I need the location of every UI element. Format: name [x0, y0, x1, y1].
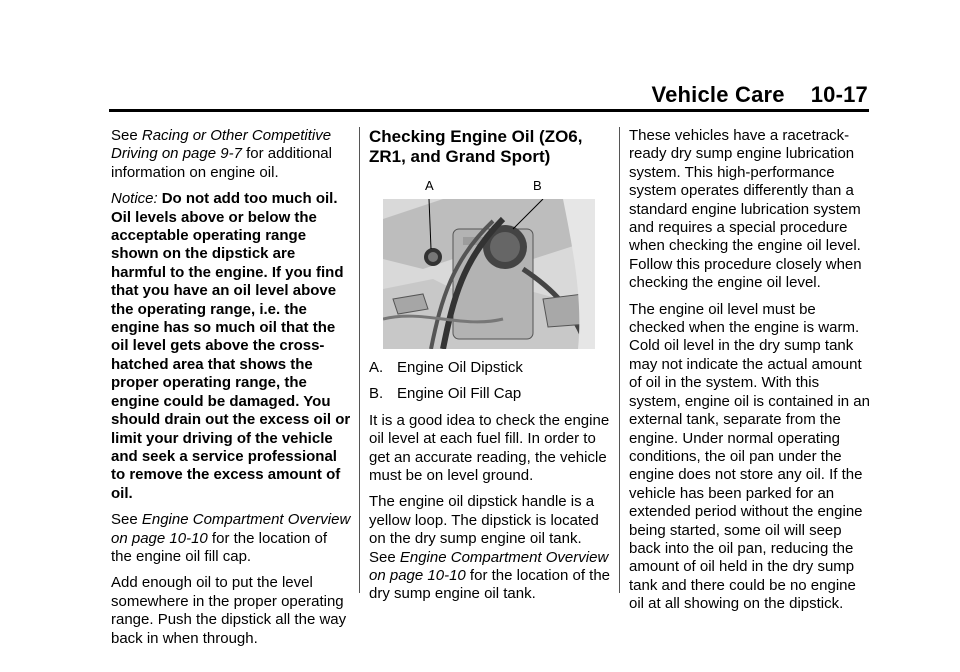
- column-2: [369, 127, 611, 612]
- page-header: [651, 82, 868, 108]
- column-3: [629, 127, 871, 622]
- cross-reference-link[interactable]: Engine Compartment Overview on page 10-10: [111, 511, 351, 547]
- cross-reference-link[interactable]: Racing or Other Competitive Driving on page 9-7: [111, 127, 332, 163]
- legend-item-a: A. Engine Oil Dipstick: [369, 359, 523, 376]
- paragraph-check-each-fill: It is a good idea to check the engine oil level at each fuel fill. In order to get an accurate reading, the vehicle must be on level ground.: [369, 411, 610, 485]
- figure-label-b: B: [533, 178, 542, 193]
- figure-label-a: A: [425, 178, 434, 193]
- cross-reference-link[interactable]: Engine Compartment Overview on page 10-10: [369, 548, 609, 585]
- paragraph-dry-sump-system: These vehicles have a racetrack-ready dry sump engine lubrication system. This high-performance system operates differently than a standard engine lubrication system and requires a special procedure when checking the engine oil level. Follow this procedure closely when checking the engine oil level.: [629, 127, 862, 292]
- column-divider-2: [619, 127, 620, 593]
- section-title: Vehicle Care: [651, 82, 785, 107]
- column-1: [111, 127, 351, 656]
- legend-item-b: B. Engine Oil Fill Cap: [369, 385, 522, 403]
- header-rule: [109, 109, 869, 112]
- paragraph-see-racing: See Racing or Other Competitive Driving on page 9-7 for additional information on engine oil.: [111, 127, 332, 181]
- column-divider-1: [359, 127, 360, 593]
- paragraph-check-when-warm: The engine oil level must be checked when the engine is warm. Cold oil level in the dry sump tank may not indicate the actual amount of oil in the system. With this system, engine oil is contained in an external tank, separate from the engine. Under normal operating conditions, the oil pan under the engine does not store any oil. If the vehicle has been parked for an extended period without the engine being started, some oil will seep back into the oil pan, reducing the amount of oil held in the dry sump tank and there could be no engine oil at all showing on the dipstick.: [629, 300, 870, 613]
- engine-figure: [369, 177, 611, 347]
- engine-illustration: [383, 199, 595, 349]
- paragraph-add-oil: Add enough oil to put the level somewhere in the proper operating range. Push the dipstick all the way back in when through.: [111, 574, 347, 647]
- notice-label: Notice:: [111, 190, 158, 208]
- page-number: 10-17: [810, 82, 868, 107]
- paragraph-dipstick-location: The engine oil dipstick handle is a yellow loop. The dipstick is located on the dry sump engine oil tank. See Engine Compartment Overview on page 10-10 for the location of the dry sump engine oil tank.: [369, 493, 611, 603]
- notice-block: [111, 190, 351, 503]
- notice-text: Do not add too much oil. Oil levels above or below the acceptable operating range shown on the dipstick are harmful to the engine. If you find that you have an oil level above the operating range, i.e. the engine has so much oil that the oil level gets above the cross-hatched area that shows the proper operating range, the engine could be damaged. You should drain out the excess oil or limit your driving of the vehicle and seek a service professional to remove the excess amount of oil.: [111, 190, 351, 502]
- paragraph-see-engine-compartment: See Engine Compartment Overview on page 10-10 for the location of the engine oil fill cap.: [111, 511, 351, 565]
- section-heading: Checking Engine Oil (ZO6, ZR1, and Grand Sport): [369, 127, 583, 166]
